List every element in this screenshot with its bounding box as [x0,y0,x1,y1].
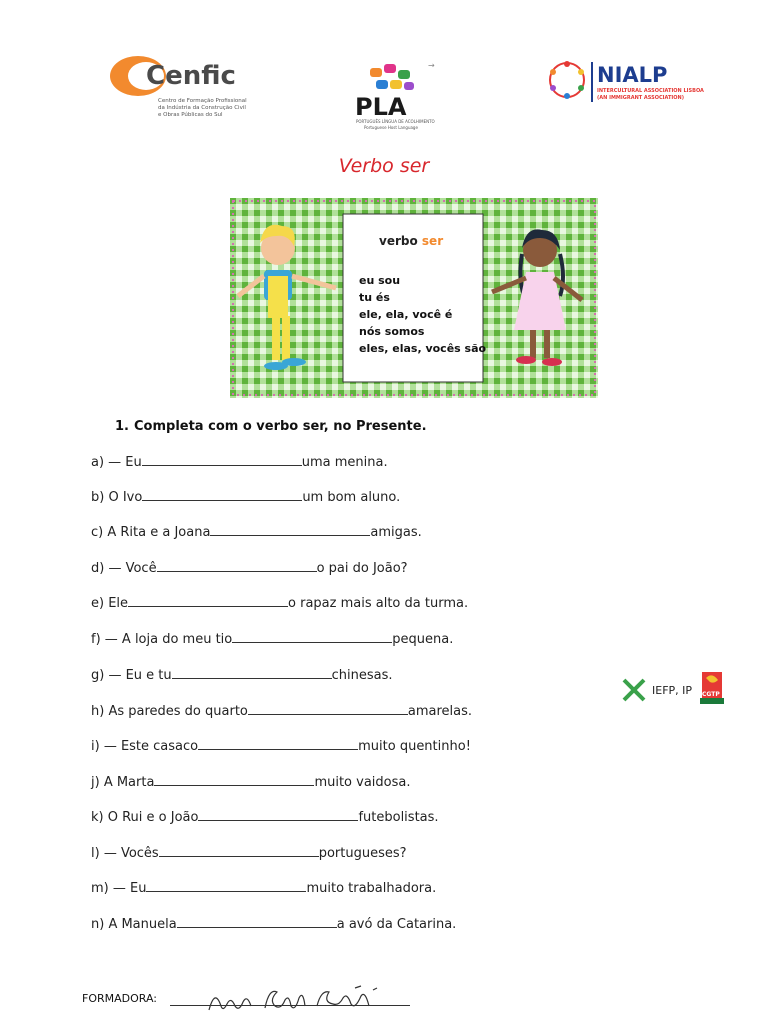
conjugation-card [343,214,487,382]
answer-blank[interactable] [128,605,288,607]
svg-text:Centro de Formação Profissiona: Centro de Formação Profissional [158,98,247,104]
cenfic-name: Cenfic [146,61,236,91]
card-line: eles, elas, vocês são [359,342,487,355]
card-line: ele, ela, você é [359,308,453,321]
svg-text:e Obras Públicas do Sul: e Obras Públicas do Sul [158,112,223,118]
exercise-item: f) — A loja do meu tio pequena. [91,632,454,647]
answer-blank[interactable] [159,855,319,857]
answer-blank[interactable] [248,713,408,715]
exercise-item: a) — Eu uma menina. [91,455,388,470]
exercise-item: l) — Vocês portugueses? [91,846,407,861]
nialp-name: NIALP [597,63,668,87]
svg-text:(AN IMMIGRANT ASSOCIATION): (AN IMMIGRANT ASSOCIATION) [597,95,685,101]
exercise-item: k) O Rui e o João futebolistas. [91,810,439,825]
answer-blank[interactable] [154,784,314,786]
exercise-item: g) — Eu e tu chinesas. [91,668,393,683]
card-line: nós somos [359,325,425,338]
exercise-item: n) A Manuela a avó da Catarina. [91,917,457,932]
iefp-mark-icon [624,680,644,700]
exercise-item: e) Ele o rapaz mais alto da turma. [91,596,469,611]
cenfic-logo [108,52,258,124]
card-heading: verbo ser [379,234,444,248]
answer-blank[interactable] [232,641,392,643]
nialp-logo [545,58,705,110]
answer-blank[interactable] [142,464,302,466]
answer-blank[interactable] [198,748,358,750]
exercise-item: j) A Marta muito vaidosa. [91,775,411,790]
svg-text:da Indústria da Construção Civ: da Indústria da Construção Civil [158,105,246,111]
exercise-item: i) — Este casaco muito quentinho! [91,739,471,754]
iefp-name: IEFP, IP [652,684,693,697]
pla-logo [350,60,440,140]
pla-name: PLA [355,93,407,121]
page-title: Verbo ser [338,155,430,177]
answer-blank[interactable] [146,890,306,892]
answer-blank[interactable] [198,819,358,821]
cgtp-logo [700,672,724,704]
cgtp-name: CGTP [702,691,720,698]
answer-blank[interactable] [142,499,302,501]
card-line: eu sou [359,274,401,287]
exercise-item: h) As paredes do quarto amarelas. [91,704,473,719]
card-line: tu és [359,291,390,304]
exercise-item: d) — Você o pai do João? [91,561,408,576]
answer-blank[interactable] [172,677,332,679]
iefp-logo [620,670,730,706]
answer-blank[interactable] [157,570,317,572]
exercise-item: c) A Rita e a Joana amigas. [91,525,422,540]
exercise-item: m) — Eu muito trabalhadora. [91,881,437,896]
handwritten-signature [205,982,385,1016]
exercise-item: b) O Ivo um bom aluno. [91,490,401,505]
svg-text:PORTUGUÊS LÍNGUA DE ACOLHIMENT: PORTUGUÊS LÍNGUA DE ACOLHIMENTO [356,119,435,124]
answer-blank[interactable] [177,926,337,928]
svg-text:Portuguese Host Language: Portuguese Host Language [364,125,418,130]
answer-blank[interactable] [210,534,370,536]
svg-text:INTERCULTURAL ASSOCIATION LISB: INTERCULTURAL ASSOCIATION LISBOA [597,88,704,94]
svg-text:→: → [428,61,435,70]
trainer-label: FORMADORA: [82,992,158,1005]
question-heading: 1. Completa com o verbo ser, no Presente. [115,419,427,434]
